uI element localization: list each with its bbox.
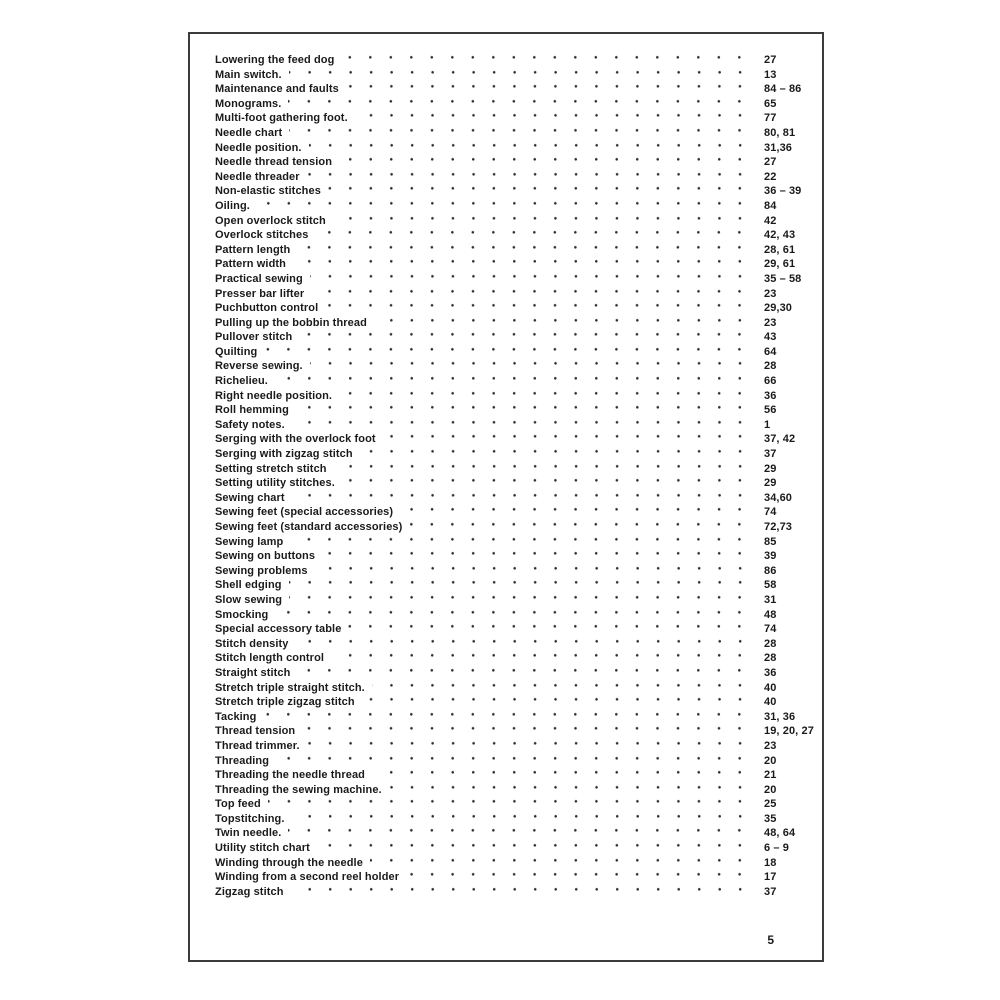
dot-leader [341, 53, 754, 68]
index-entry-label: Pullover stitch [215, 331, 293, 344]
index-entry-pages: 64 [764, 345, 777, 358]
index-entry [215, 447, 814, 462]
index-entry [215, 593, 814, 608]
dot-leader [289, 593, 754, 608]
index-entry [215, 389, 814, 404]
dot-leader [360, 447, 754, 462]
index-entry-pages: 28 [764, 652, 777, 665]
index-entry-pages: 29,30 [764, 302, 793, 315]
index-entry [215, 491, 814, 506]
index-entry [215, 520, 814, 535]
index-entry-pages: 20 [764, 783, 777, 796]
index-entry-pages: 72,73 [764, 521, 793, 533]
index-entry-pages: 31,36 [764, 141, 793, 154]
dot-leader [355, 111, 754, 126]
index-entry [215, 272, 814, 287]
dot-leader [322, 549, 754, 564]
index-entry-label: Stretch triple zigzag stitch [215, 696, 355, 709]
index-entry-pages: 48 [764, 608, 777, 621]
dot-leader [293, 257, 754, 272]
dot-leader [310, 359, 754, 374]
index-entry-label: Stitch length control [215, 652, 325, 665]
dot-leader [296, 637, 754, 652]
dot-leader [276, 754, 754, 769]
index-entry-pages: 1 [764, 418, 771, 431]
index-entry-label: Oiling. [215, 199, 250, 212]
index-entry-pages: 22 [764, 170, 777, 183]
index-entry-label: Topstitching. [215, 812, 285, 825]
index-entry-label: Sewing lamp [215, 535, 284, 548]
index-entry [215, 826, 814, 841]
index-entry-pages: 56 [764, 404, 777, 417]
index-entry-label: Thread trimmer. [215, 739, 300, 752]
dot-leader [263, 710, 754, 725]
dot-leader [290, 535, 754, 550]
dot-leader [374, 316, 754, 331]
index-entry [215, 359, 814, 374]
index-entry-pages: 85 [764, 535, 777, 548]
dot-leader [310, 272, 754, 287]
index-entry-pages: 74 [764, 623, 777, 636]
index-entry-pages: 19, 20, 27 [764, 725, 814, 738]
page-number: 5 [767, 933, 774, 947]
dot-leader [297, 666, 754, 681]
dot-leader [370, 856, 754, 871]
index-entry-pages: 84 – 86 [764, 83, 802, 96]
index-entry [215, 797, 814, 812]
index-entry-label: Reverse sewing. [215, 360, 303, 373]
index-entry-label: Monograms. [215, 97, 282, 110]
index-entry [215, 651, 814, 666]
index-entry-label: Utility stitch chart [215, 842, 310, 855]
index-entry [215, 287, 814, 302]
dot-leader [275, 374, 754, 389]
index-entry-label: Setting stretch stitch [215, 462, 327, 475]
index-entry [215, 885, 814, 900]
index-entry-pages: 65 [764, 97, 777, 110]
index-entry-pages: 39 [764, 550, 777, 563]
index-entry-pages: 20 [764, 754, 777, 767]
index-entry [215, 301, 814, 316]
index-entry-pages: 40 [764, 696, 777, 709]
index-entry-pages: 48, 64 [764, 827, 796, 840]
index-entry [215, 535, 814, 550]
dot-leader [289, 68, 754, 83]
index-entry [215, 214, 814, 229]
index-entry [215, 724, 814, 739]
index-entry [215, 476, 814, 491]
dot-leader [292, 812, 754, 827]
index-entry-pages: 25 [764, 798, 777, 811]
dot-leader [288, 97, 754, 112]
index-entry [215, 184, 814, 199]
index-entry [215, 462, 814, 477]
index-entry-pages: 36 [764, 666, 777, 679]
dot-leader [315, 564, 754, 579]
dot-leader [409, 520, 754, 535]
index-entry-label: Open overlock stitch [215, 214, 326, 227]
index-entry-pages: 37, 42 [764, 433, 796, 446]
index-entry-pages: 17 [764, 871, 777, 884]
dot-leader [299, 330, 754, 345]
index-entry-label: Serging with the overlock foot [215, 433, 376, 446]
index-entry-pages: 74 [764, 506, 777, 519]
dot-leader [331, 651, 754, 666]
dot-leader [333, 214, 754, 229]
index-entry-label: Setting utility stitches. [215, 477, 335, 490]
index-entry-label: Needle thread tension [215, 156, 333, 169]
index-entry-label: Threading [215, 754, 270, 767]
index-entry-pages: 37 [764, 448, 777, 461]
index-entry [215, 754, 814, 769]
dot-leader [297, 243, 754, 258]
index-entry-label: Winding from a second reel holder [215, 871, 400, 884]
index-entry [215, 739, 814, 754]
dot-leader [309, 141, 754, 156]
index-entry-pages: 84 [764, 199, 777, 212]
dot-leader [339, 155, 754, 170]
index-entry-pages: 23 [764, 316, 777, 329]
dot-leader [339, 389, 754, 404]
index-entry-label: Presser bar lifter [215, 287, 305, 300]
dot-leader [315, 228, 754, 243]
dot-leader [383, 432, 754, 447]
index-entry-label: Richelieu. [215, 375, 268, 388]
dot-leader [362, 695, 754, 710]
manual-index-page [188, 32, 824, 962]
index-entry-label: Sewing chart [215, 491, 285, 504]
index-entry-pages: 42 [764, 214, 777, 227]
index-entry [215, 856, 814, 871]
index-entry [215, 199, 814, 214]
index-entry [215, 870, 814, 885]
index-entry-label: Needle chart [215, 126, 283, 139]
index-entry-label: Lowering the feed dog [215, 54, 335, 66]
dot-leader [325, 301, 754, 316]
dot-leader [400, 505, 754, 520]
dot-leader [348, 622, 754, 637]
dot-leader [406, 870, 754, 885]
index-entry-pages: 36 [764, 389, 777, 402]
index-entry [215, 374, 814, 389]
index-entry-label: Pulling up the bobbin thread [215, 316, 367, 329]
index-entry-label: Overlock stitches [215, 229, 309, 242]
index-entry [215, 68, 814, 83]
index-entry-label: Main switch. [215, 68, 282, 81]
index-entry [215, 432, 814, 447]
index-entry-label: Slow sewing [215, 593, 283, 606]
index-list [215, 53, 814, 899]
index-entry-label: Top feed [215, 798, 261, 811]
index-entry [215, 330, 814, 345]
index-entry-label: Stretch triple straight stitch. [215, 681, 365, 694]
index-entry-label: Puchbutton control [215, 302, 319, 315]
index-entry [215, 666, 814, 681]
index-entry-pages: 66 [764, 375, 777, 388]
dot-leader [292, 418, 754, 433]
dot-leader [289, 578, 754, 593]
index-entry [215, 622, 814, 637]
index-entry-label: Maintenance and faults [215, 83, 339, 96]
index-entry-pages: 40 [764, 681, 777, 694]
index-entry-pages: 18 [764, 856, 777, 869]
dot-leader [268, 797, 754, 812]
index-entry [215, 841, 814, 856]
index-entry-pages: 28 [764, 637, 777, 650]
index-entry-label: Threading the sewing machine. [215, 783, 382, 796]
index-entry [215, 155, 814, 170]
index-entry [215, 53, 814, 68]
index-entry-pages: 29 [764, 477, 777, 490]
index-entry-pages: 28, 61 [764, 243, 796, 256]
index-entry [215, 564, 814, 579]
index-entry [215, 403, 814, 418]
index-entry-label: Straight stitch [215, 666, 291, 679]
dot-leader [289, 126, 754, 141]
index-entry [215, 111, 814, 126]
index-entry [215, 768, 814, 783]
index-entry-pages: 36 – 39 [764, 185, 802, 198]
dot-leader [311, 287, 754, 302]
index-entry-label: Stitch density [215, 637, 289, 650]
dot-leader [307, 170, 754, 185]
index-entry-pages: 86 [764, 564, 777, 577]
index-entry-pages: 35 – 58 [764, 272, 802, 285]
index-entry [215, 710, 814, 725]
index-entry-label: Right needle position. [215, 389, 333, 402]
index-entry-pages: 37 [764, 885, 777, 898]
dot-leader [296, 403, 754, 418]
index-entry-pages: 13 [764, 68, 777, 81]
index-entry-pages: 23 [764, 287, 777, 300]
index-entry-pages: 58 [764, 579, 777, 592]
index-entry-pages: 35 [764, 812, 777, 825]
dot-leader [372, 681, 754, 696]
index-entry-pages: 34,60 [764, 491, 793, 504]
index-entry [215, 812, 814, 827]
index-entry-label: Serging with zigzag stitch [215, 448, 353, 461]
index-entry [215, 97, 814, 112]
index-entry [215, 695, 814, 710]
index-entry-label: Roll hemming [215, 404, 289, 417]
index-entry-pages: 27 [764, 54, 777, 66]
index-entry [215, 228, 814, 243]
index-entry-pages: 28 [764, 360, 777, 373]
index-entry [215, 637, 814, 652]
index-entry-pages: 29, 61 [764, 258, 796, 271]
index-entry-label: Sewing problems [215, 564, 308, 577]
index-entry-label: Threading the needle thread [215, 769, 366, 782]
index-entry [215, 549, 814, 564]
index-entry-label: Twin needle. [215, 827, 282, 840]
index-entry [215, 505, 814, 520]
dot-leader [372, 768, 754, 783]
index-entry [215, 681, 814, 696]
dot-leader [264, 345, 754, 360]
index-entry-label: Sewing feet (standard accessories) [215, 521, 403, 533]
dot-leader [389, 783, 754, 798]
index-entry-label: Sewing on buttons [215, 550, 316, 563]
index-entry-label: Quilting [215, 345, 258, 358]
dot-leader [275, 608, 754, 623]
index-entry [215, 608, 814, 623]
index-entry [215, 243, 814, 258]
index-entry-label: Winding through the needle [215, 856, 363, 869]
index-entry-pages: 21 [764, 769, 777, 782]
dot-leader [334, 462, 754, 477]
index-entry-label: Multi-foot gathering foot. [215, 112, 348, 125]
index-entry-label: Zigzag stitch [215, 885, 284, 898]
index-entry-label: Pattern length [215, 243, 291, 256]
index-entry-pages: 27 [764, 156, 777, 169]
index-entry-label: Smocking [215, 608, 269, 621]
index-entry-label: Pattern width [215, 258, 286, 271]
index-entry-label: Practical sewing [215, 272, 303, 285]
index-entry-label: Needle threader [215, 170, 300, 183]
dot-leader [328, 184, 754, 199]
index-entry-label: Needle position. [215, 141, 302, 154]
dot-leader [302, 724, 754, 739]
index-entry [215, 418, 814, 433]
dot-leader [291, 885, 754, 900]
index-entry-pages: 29 [764, 462, 777, 475]
dot-leader [342, 476, 754, 491]
index-entry-pages: 31 [764, 593, 777, 606]
index-entry-label: Shell edging [215, 579, 282, 592]
dot-leader [257, 199, 754, 214]
dot-leader [317, 841, 754, 856]
index-entry-pages: 80, 81 [764, 126, 796, 139]
index-entry-label: Special accessory table [215, 623, 342, 636]
dot-leader [288, 826, 754, 841]
index-entry-pages: 77 [764, 112, 777, 125]
index-entry-label: Tacking [215, 710, 257, 723]
index-entry-pages: 23 [764, 739, 777, 752]
index-entry-label: Sewing feet (special accessories) [215, 506, 394, 519]
index-entry [215, 257, 814, 272]
index-entry-pages: 6 – 9 [764, 842, 789, 855]
index-entry [215, 141, 814, 156]
index-entry [215, 345, 814, 360]
index-entry-pages: 31, 36 [764, 710, 796, 723]
dot-leader [292, 491, 754, 506]
index-entry [215, 170, 814, 185]
dot-leader [307, 739, 754, 754]
index-entry-pages: 42, 43 [764, 229, 796, 242]
index-entry [215, 316, 814, 331]
index-entry [215, 578, 814, 593]
index-entry-pages: 43 [764, 331, 777, 344]
index-entry [215, 783, 814, 798]
index-entry-label: Non-elastic stitches [215, 185, 321, 198]
index-entry-label: Thread tension [215, 725, 296, 738]
index-entry-label: Safety notes. [215, 418, 285, 431]
dot-leader [346, 82, 754, 97]
index-entry [215, 82, 814, 97]
index-entry [215, 126, 814, 141]
